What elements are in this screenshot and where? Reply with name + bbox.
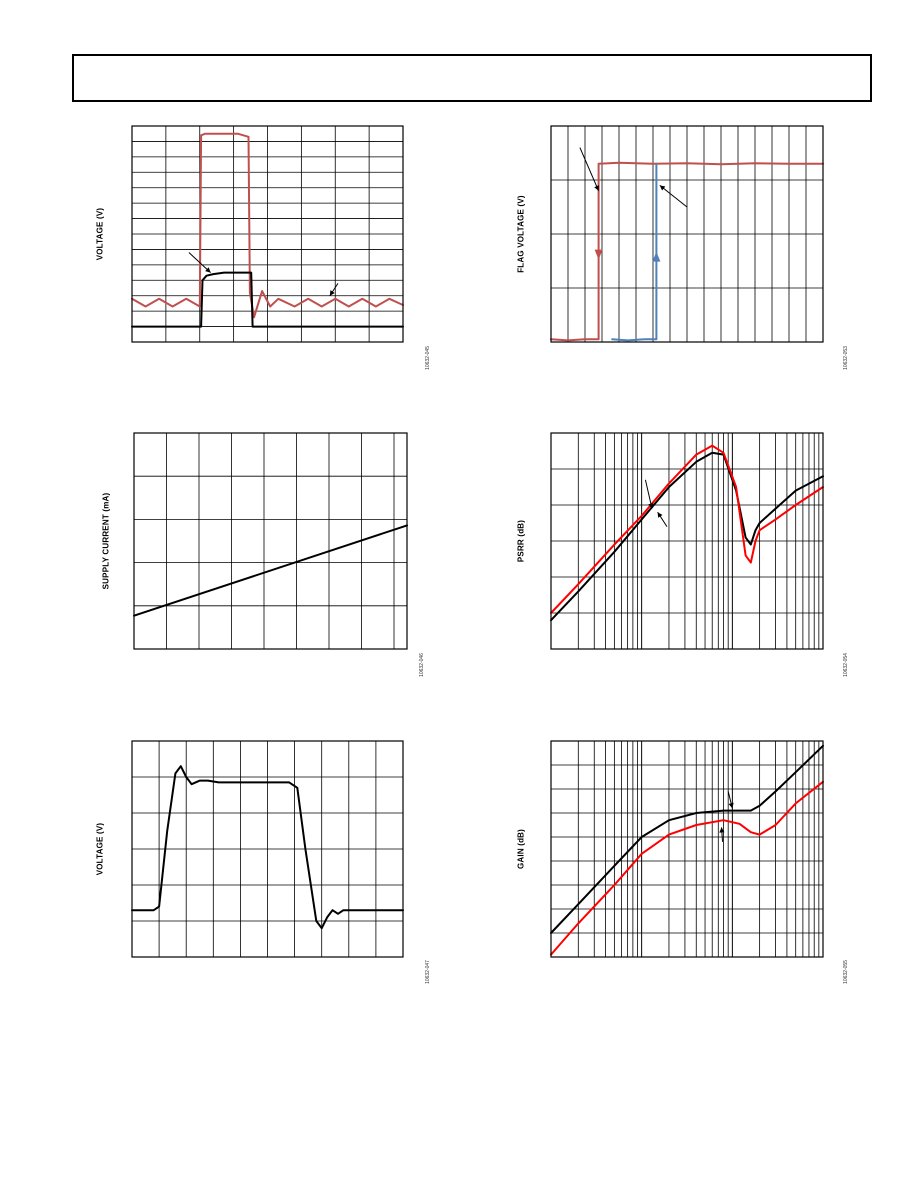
- annotation-arrow-line-2: [660, 185, 687, 207]
- y-axis-label: SUPPLY CURRENT (mA): [101, 492, 111, 590]
- chart-svg: [132, 741, 403, 957]
- chart-grid: [551, 741, 823, 957]
- series-line-1: [134, 525, 407, 615]
- chart-svg: [551, 741, 823, 957]
- chart-svg: [551, 126, 823, 342]
- series-line-1: [551, 746, 823, 933]
- chart-grid: [551, 126, 823, 342]
- chart-grid: [132, 741, 403, 957]
- chart-svg: [551, 433, 823, 649]
- figure-code: 10632-054: [843, 653, 849, 677]
- chart-svg: [134, 433, 407, 649]
- page-header-box: [72, 54, 872, 102]
- plot-frame: [551, 741, 823, 957]
- annotation-arrow-line-1: [580, 148, 599, 191]
- series-line-1: [551, 453, 823, 620]
- annotation-arrow-head-2: [330, 290, 335, 296]
- figure-code: 10632-053: [843, 346, 849, 370]
- chart-grid: [132, 126, 403, 342]
- direction-arrow-marker-1: [595, 250, 603, 260]
- chart-grid: [134, 433, 407, 649]
- y-axis-label: VOLTAGE (V): [95, 207, 105, 261]
- figure-code: 10632-045: [425, 346, 431, 370]
- y-axis-label: PSRR (dB): [516, 519, 526, 563]
- series-line-2: [551, 782, 823, 955]
- annotation-arrow-head-2: [658, 512, 663, 518]
- y-axis-label: FLAG VOLTAGE (V): [516, 195, 526, 273]
- annotation-arrow-head-1: [729, 803, 734, 808]
- plot-frame: [134, 433, 407, 649]
- annotation-arrow-head-2: [660, 185, 666, 190]
- figure-code: 10632-047: [425, 960, 431, 984]
- chart-svg: [132, 126, 403, 342]
- figure-code: 10632-046: [419, 653, 425, 677]
- direction-arrow-marker-2: [652, 252, 660, 262]
- y-axis-label: GAIN (dB): [516, 828, 526, 870]
- figure-code: 10632-055: [843, 960, 849, 984]
- y-axis-label: VOLTAGE (V): [95, 822, 105, 876]
